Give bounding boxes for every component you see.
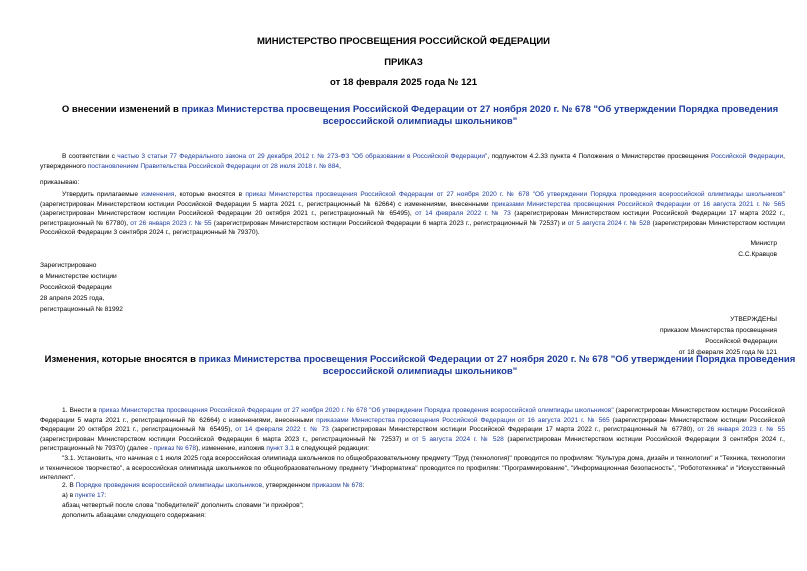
item2a-text-2: : (104, 492, 107, 499)
preamble-text-3: , утвержденного (40, 153, 786, 170)
signature-position: Министр (750, 240, 777, 247)
registration-block (40, 260, 123, 315)
doc-type-heading: ПРИКАЗ (384, 57, 423, 68)
procedure-link[interactable]: Порядке проведения всероссийской олимпиады школьников (75, 482, 263, 489)
item2-order-678-link[interactable]: приказом № 678 (312, 482, 363, 489)
item1-text-3: (зарегистрирован Министерством юстиции Российской Федерации 20 октября 2021 г., регистрационный № 65495), (40, 416, 785, 433)
approved-line-3: Российской Федерации (705, 338, 777, 345)
changes-title-order-link[interactable]: приказ Министерства просвещения Российской Федерации от 27 ноября 2020 г. № 678 "Об утверждении Порядка проведения всероссийской олимпиады школьников" (198, 354, 796, 377)
approve-text-4: (зарегистрирован Министерством юстиции Российской Федерации 20 октября 2021 г., регистрационный № 65495), (40, 210, 416, 217)
item1-text-1: 1. Внести в (62, 407, 99, 414)
law-273-link[interactable]: частью 3 статьи 77 Федерального закона от 29 декабря 2012 г. № 273-ФЗ "Об образовании в Российской Федерации" (117, 153, 488, 160)
approve-text-5: (зарегистрирован Министерством юстиции Российской Федерации 17 марта 2022 г., регистрационный № 67780), (40, 210, 785, 227)
point-17-link[interactable]: пункте 17 (75, 492, 105, 499)
quote-paragraph: "3.1. Установить, что начиная с 1 июля 2025 года всероссийская олимпиада школьников по общеобразовательному предмету "Труд (технология)" проводится по профилям: "Культура дома, дизайн и технологии" и "Техника, технологии и техническое творчество", а всероссийская олимпиада школьников по общеобразовательному предмету "Информатика" проводится по профилям: "Программирование", "Информационная безопасность", "Робототехника" и "Искусственный интеллект". (40, 455, 785, 481)
item2-text-3: : (362, 482, 365, 489)
approve-text-7: (зарегистрирован Министерством юстиции Российской Федерации 3 сентября 2024 г., регистрационный № 79370). (40, 219, 785, 236)
order-word: приказываю: (40, 179, 80, 186)
approved-line-1: УТВЕРЖДЕНЫ (730, 316, 777, 323)
ministry-heading: МИНИСТЕРСТВО ПРОСВЕЩЕНИЯ РОССИЙСКОЙ ФЕДЕРАЦИИ (256, 36, 551, 47)
approve-text-3: (зарегистрирован Министерством юстиции Российской Федерации 5 марта 2021 г., регистрационный № 62664) с изменениями, внесенными (40, 200, 492, 208)
item1-order-678-link[interactable]: приказ Министерства просвещения Российской Федерации от 27 ноября 2020 г. № 678 "Об утверждении Порядка проведения всероссийской олимпиады школьников" (98, 407, 614, 414)
doc-date-number: от 18 февраля 2025 года № 121 (330, 77, 477, 88)
registration-line-3: Российской Федерации (40, 284, 112, 291)
item-1-paragraph (40, 406, 785, 454)
registration-line-4: 28 апреля 2025 года, (40, 295, 105, 302)
item2-text-2: , утвержденном (262, 482, 313, 489)
registration-line-5: регистрационный № 81992 (40, 306, 123, 313)
item1-order-678-short-link[interactable]: приказ № 678 (153, 445, 197, 452)
preamble-text-4: , (339, 162, 341, 170)
document-title (40, 104, 800, 128)
preamble-paragraph (40, 152, 785, 171)
registration-line-1: Зарегистрировано (40, 262, 97, 269)
item1-text-5: (зарегистрирован Министерством юстиции Российской Федерации 6 марта 2023 г., регистрационный № 72537) и (40, 435, 413, 443)
approve-text-1: Утвердить прилагаемые (62, 191, 142, 198)
approve-text-6: (зарегистрирован Министерством юстиции Российской Федерации 6 марта 2023 г., регистрационный № 72537) и (211, 219, 568, 227)
approved-block (660, 314, 777, 358)
approved-line-4: от 18 февраля 2025 года № 121 (678, 349, 777, 356)
item-2-line (62, 480, 364, 491)
title-prefix: О внесении изменений в (61, 104, 182, 115)
changes-title (40, 354, 800, 378)
signature-block (738, 238, 777, 260)
item1-order-528-link[interactable]: от 5 августа 2024 г. № 528 (412, 435, 504, 443)
order-73-link[interactable]: от 14 февраля 2022 г. № 73 (415, 210, 511, 217)
signature-name: С.С.Кравцов (738, 251, 777, 258)
rf-link[interactable]: Российской Федерации (710, 153, 784, 160)
registration-line-2: в Министерстве юстиции (40, 273, 117, 280)
approved-line-2: приказом Министерства просвещения (659, 327, 777, 334)
item1-text-7: ), изменение, изложив (196, 445, 267, 452)
item2a-text-1: а) в (62, 492, 76, 499)
item1-text-4: (зарегистрирован Министерством юстиции Российской Федерации 17 марта 2022 г., регистрационный № 67780), (328, 426, 698, 433)
line-a2: дополнить абзацами следующего содержания: (62, 512, 206, 519)
item2-text-1: 2. В (62, 482, 76, 489)
decree-884-link[interactable]: постановлением Правительства Российской Федерации от 28 июля 2018 г. № 884 (87, 162, 340, 170)
preamble-text-1: В соответствии с (62, 153, 118, 160)
item1-text-8: в следующей редакции: (293, 445, 369, 452)
title-order-link[interactable]: приказ Министерства просвещения Российской Федерации от 27 ноября 2020 г. № 678 "Об утверждении Порядка проведения всероссийской олимпиады школьников" (181, 104, 779, 127)
order-55-link[interactable]: от 26 января 2023 г. № 55 (130, 219, 212, 227)
preamble-text-2: , подпунктом 4.2.33 пункта 4 Положения о Министерстве просвещения (487, 153, 711, 160)
order-678-link[interactable]: приказ Министерства просвещения Российской Федерации от 27 ноября 2020 г. № 678 "Об утверждении Порядка проведения всероссийской олимпиады школьников" (245, 191, 785, 198)
item1-point-3-1-link[interactable]: пункт 3.1 (266, 445, 294, 452)
order-528-link[interactable]: от 5 августа 2024 г. № 528 (567, 219, 651, 227)
changes-link[interactable]: изменения (141, 191, 175, 198)
changes-title-prefix: Изменения, которые вносятся в (44, 354, 199, 365)
item1-order-55-link[interactable]: от 26 января 2023 г. № 55 (697, 426, 785, 433)
order-565-link[interactable]: приказами Министерства просвещения Российской Федерации от 16 августа 2021 г. № 565 (491, 200, 786, 208)
item1-text-2: (зарегистрирован Министерством юстиции Российской Федерации 5 марта 2021 г., регистрационный № 62664) с изменениями, внесенными (40, 407, 785, 424)
item1-text-6: (зарегистрирован Министерством юстиции Российской Федерации 3 сентября 2024 г., регистрационный № 79370) (далее - (40, 435, 785, 452)
approve-text-2: , которые вносятся в (174, 191, 246, 198)
item1-order-73-link[interactable]: от 14 февраля 2022 г. № 73 (235, 426, 329, 433)
item1-order-565-link[interactable]: приказами Министерства просвещения Российской Федерации от 16 августа 2021 г. № 565 (316, 416, 610, 424)
line-a1: абзац четвертый после слова "победителей" дополнить словами "и призёров"; (62, 502, 304, 509)
approve-paragraph (40, 190, 785, 238)
